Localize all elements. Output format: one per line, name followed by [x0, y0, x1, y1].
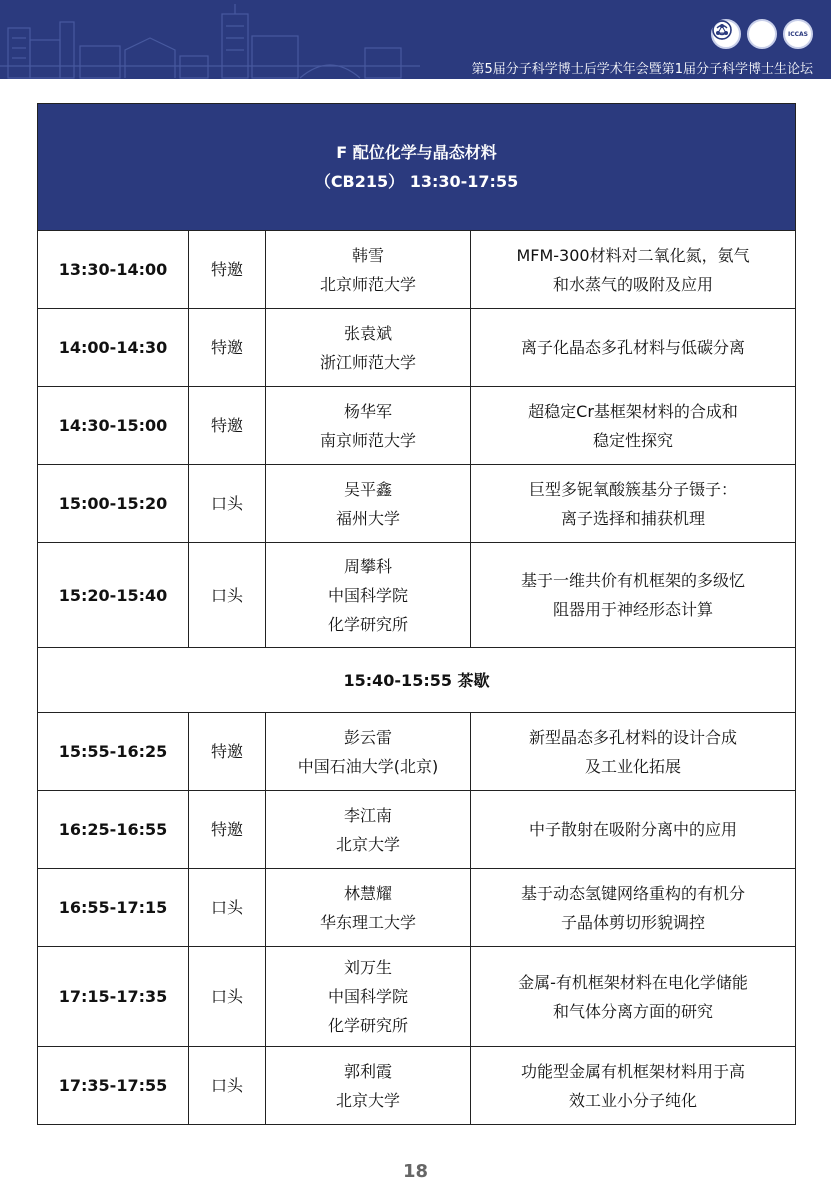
topic-cell [471, 713, 796, 791]
speaker-line: 北京大学 [335, 834, 400, 854]
speaker-line: 中国科学院 [327, 585, 408, 605]
topic-cell [471, 1047, 796, 1125]
speaker-cell [266, 791, 471, 869]
speaker-line: 郭利霞 [343, 1061, 392, 1081]
schedule-row [38, 465, 796, 543]
time-cell: 16:25-16:55 [38, 791, 189, 869]
speaker-line: 周攀科 [343, 556, 392, 576]
speaker-line: 浙江师范大学 [319, 352, 416, 372]
conference-title: 第5届分子科学博士后学术年会暨第1届分子科学博士生论坛 [471, 62, 813, 77]
speaker-line: 李江南 [343, 805, 392, 825]
speaker-line: 林慧耀 [343, 883, 392, 903]
university-emblem-icon [747, 19, 777, 49]
speaker-cell [266, 869, 471, 947]
header-banner [0, 0, 831, 79]
time-cell: 17:35-17:55 [38, 1047, 189, 1125]
type-cell: 特邀 [189, 231, 266, 309]
session-header-row [38, 104, 796, 231]
time-cell: 14:00-14:30 [38, 309, 189, 387]
topic-line: 阻器用于神经形态计算 [553, 600, 714, 619]
topic-line: 巨型多铌氧酸簇基分子镊子： [529, 479, 738, 499]
time-cell: 13:30-14:00 [38, 231, 189, 309]
topic-line: 和气体分离方面的研究 [553, 1001, 714, 1021]
topic-cell [471, 231, 796, 309]
type-cell: 口头 [189, 1047, 266, 1125]
tea-break-label: 15:40-15:55 茶歇 [38, 648, 796, 713]
schedule-row [38, 309, 796, 387]
speaker-line: 南京师范大学 [319, 430, 416, 450]
type-cell: 口头 [189, 947, 266, 1047]
speaker-cell [266, 231, 471, 309]
topic-line: 新型晶态多孔材料的设计合成 [529, 727, 738, 747]
speaker-line: 吴平鑫 [343, 479, 392, 499]
topic-line: 子晶体剪切形貌调控 [561, 912, 706, 932]
type-cell: 口头 [189, 543, 266, 648]
logo-group [711, 19, 813, 49]
speaker-line: 中国石油大学(北京) [297, 756, 439, 776]
topic-line: 基于动态氢键网络重构的有机分 [521, 883, 746, 903]
session-title: F 配位化学与晶态材料 [336, 143, 497, 162]
schedule-row [38, 1047, 796, 1125]
time-cell: 15:55-16:25 [38, 713, 189, 791]
speaker-line: 张袁斌 [343, 323, 392, 343]
speaker-line: 中国科学院 [327, 987, 408, 1006]
speaker-line: 化学研究所 [327, 614, 408, 634]
type-cell: 口头 [189, 869, 266, 947]
topic-line: 稳定性探究 [593, 430, 674, 450]
schedule-row [38, 791, 796, 869]
topic-cell [471, 387, 796, 465]
schedule-row [38, 869, 796, 947]
speaker-cell [266, 1047, 471, 1125]
type-cell: 特邀 [189, 713, 266, 791]
type-cell: 特邀 [189, 387, 266, 465]
speaker-cell [266, 947, 471, 1047]
schedule-row [38, 231, 796, 309]
schedule-row [38, 543, 796, 648]
speaker-line: 福州大学 [335, 508, 400, 528]
tea-break-row [38, 648, 796, 713]
topic-cell [471, 791, 796, 869]
topic-cell [471, 947, 796, 1047]
topic-line: 离子选择和捕获机理 [561, 508, 706, 528]
time-cell: 17:15-17:35 [38, 947, 189, 1047]
schedule-row [38, 947, 796, 1047]
topic-line: 功能型金属有机框架材料用于高 [521, 1061, 746, 1081]
speaker-line: 华东理工大学 [319, 912, 416, 932]
topic-line: MFM-300材料对二氧化氮，氨气 [516, 245, 750, 265]
speaker-line: 北京师范大学 [319, 274, 416, 294]
topic-cell [471, 465, 796, 543]
speaker-cell [266, 465, 471, 543]
time-cell: 15:20-15:40 [38, 543, 189, 648]
speaker-line: 韩雪 [351, 245, 384, 265]
topic-line: 基于一维共价有机框架的多级忆 [521, 571, 746, 590]
time-cell: 16:55-17:15 [38, 869, 189, 947]
time-cell: 15:00-15:20 [38, 465, 189, 543]
speaker-cell [266, 309, 471, 387]
session-header [38, 104, 796, 231]
page-number: 18 [402, 1161, 429, 1182]
topic-line: 效工业小分子纯化 [569, 1090, 698, 1110]
speaker-line: 化学研究所 [327, 1016, 408, 1035]
type-cell: 特邀 [189, 309, 266, 387]
topic-line: 超稳定Cr基框架材料的合成和 [528, 401, 738, 421]
iccas-emblem-icon [783, 19, 813, 49]
speaker-line: 刘万生 [343, 958, 392, 977]
session-room-time: （CB215） 13:30-17:55 [314, 172, 519, 191]
topic-cell [471, 309, 796, 387]
speaker-cell [266, 543, 471, 648]
topic-line: 和水蒸气的吸附及应用 [553, 274, 714, 294]
speaker-cell [266, 713, 471, 791]
speaker-cell [266, 387, 471, 465]
time-cell: 14:30-15:00 [38, 387, 189, 465]
type-cell: 口头 [189, 465, 266, 543]
schedule-row [38, 387, 796, 465]
schedule-row [38, 713, 796, 791]
topic-line: 离子化晶态多孔材料与低碳分离 [521, 338, 746, 357]
topic-cell [471, 869, 796, 947]
speaker-line: 杨华军 [343, 401, 392, 421]
speaker-line: 彭云雷 [343, 727, 392, 747]
topic-line: 中子散射在吸附分离中的应用 [529, 820, 738, 839]
schedule-table [37, 103, 796, 1125]
iccas-logo-text: ICCAS [787, 30, 808, 38]
topic-cell [471, 543, 796, 648]
speaker-line: 北京大学 [335, 1090, 400, 1110]
topic-line: 金属-有机框架材料在电化学储能 [518, 972, 748, 992]
topic-line: 及工业化拓展 [585, 756, 682, 776]
type-cell: 特邀 [189, 791, 266, 869]
